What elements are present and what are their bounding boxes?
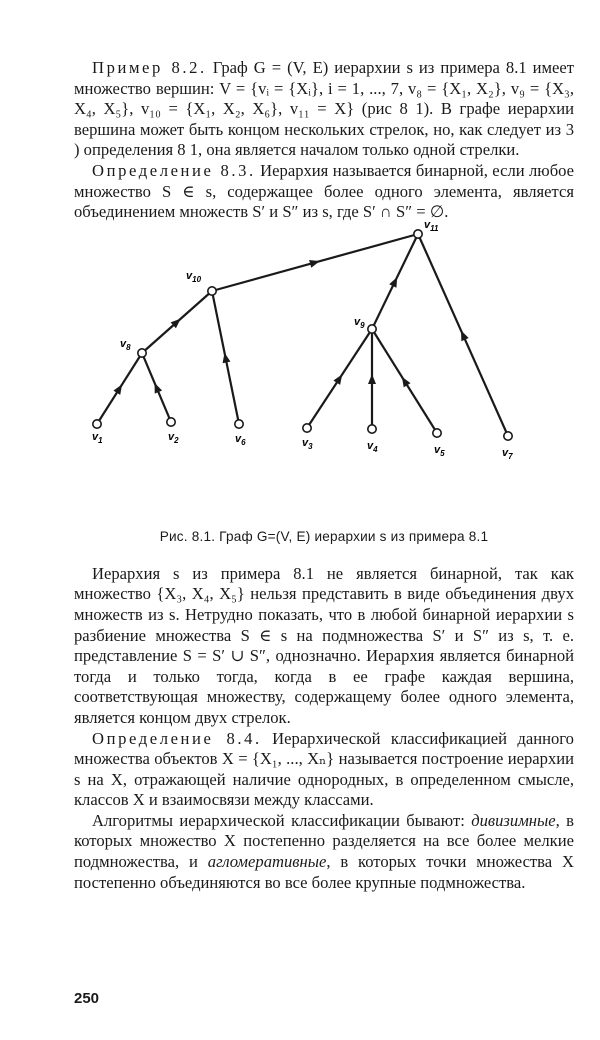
term-agglomerative: агломеративные bbox=[207, 852, 327, 872]
node-label-v10: $v_{10}$ bbox=[186, 269, 202, 284]
node-v7 bbox=[504, 432, 512, 440]
node-v2 bbox=[167, 418, 175, 426]
definition-8-3-paragraph bbox=[74, 161, 574, 223]
example-text: Граф G = (V, E) иерархии s из примера 8.1 имеет множество вершин: V = {vᵢ = {Xᵢ}, i = 1, ..., 7, v₈ = {X₁, X₂}, v₉ = {X₃, X₄, X₅}, v₁₀ = {X₁, X₂, X₆}, v₁₁ = X} (рис 8 1). В графе иерархии вершина может быть концом нескольких стрелок, но, как следует из 3 ) определения 8 1, она является началом только одной стрелки. bbox=[74, 58, 574, 160]
node-label-v3: $v_3$ bbox=[302, 436, 313, 451]
algorithms-text-a: Алгоритмы иерархической классификации бывают: bbox=[92, 810, 472, 830]
algorithms-paragraph bbox=[74, 811, 574, 893]
algorithms-text-c: , в которых точки множества X постепенно объединяются во все более крупные подмножества. bbox=[74, 852, 575, 892]
page-body bbox=[74, 58, 574, 893]
node-v1 bbox=[93, 420, 101, 428]
node-v5 bbox=[433, 429, 441, 437]
node-v9 bbox=[368, 325, 376, 333]
example-8-2-paragraph bbox=[74, 58, 574, 161]
node-label-v6: $v_6$ bbox=[235, 432, 246, 447]
arrow-v10-v11 bbox=[309, 260, 320, 268]
node-v3 bbox=[303, 424, 311, 432]
node-v11 bbox=[414, 230, 422, 238]
node-v8 bbox=[138, 349, 146, 357]
node-label-v7: $v_7$ bbox=[502, 446, 513, 461]
example-lead: Пример 8.2. bbox=[92, 58, 207, 77]
arrow-v2-v8 bbox=[155, 383, 163, 394]
arrow-v3-v9 bbox=[333, 374, 342, 385]
node-label-v1: $v_1$ bbox=[92, 430, 103, 445]
node-v4 bbox=[368, 425, 376, 433]
page-number: 250 bbox=[74, 990, 100, 1007]
definition-8-4-text: Иерархической классификацией данного множества объектов X = {X₁, ..., Xₙ} называется построение иерархии s на X, отражающей наличие однородных, в определенном смысле, классов X и взаимосвязи между классами. bbox=[74, 728, 574, 810]
arrow-v5-v9 bbox=[402, 377, 411, 388]
hierarchy-graph-figure bbox=[74, 218, 574, 529]
node-label-v5: $v_5$ bbox=[434, 443, 445, 458]
node-label-v9: $v_9$ bbox=[354, 315, 365, 330]
definition-lead: Определение 8.3. bbox=[92, 160, 256, 180]
arrow-v1-v8 bbox=[113, 384, 122, 395]
definition-8-4-lead: Определение 8.4. bbox=[92, 728, 262, 748]
hierarchy-graph bbox=[74, 218, 574, 529]
node-label-v4: $v_4$ bbox=[367, 439, 378, 454]
node-label-v8: $v_8$ bbox=[120, 337, 131, 352]
node-label-v11: $v_{11}$ bbox=[424, 218, 439, 233]
term-divisive: дивизимные bbox=[471, 810, 556, 830]
binary-remark-text: Иерархия s из примера 8.1 не является бинарной, так как множество {X₃, X₄, X₅} нельзя представить в виде объединения двух множеств из s. Нетрудно показать, что в любой бинарной иерархии s разбиение множества S ∈ s на подмножества S′ и S″ из s, т. е. представление S = S′ ∪ S″, однозначно. Иерархия является бинарной тогда и только тогда, когда в ее графе каждая вершина, соответствующая множеству, содержащему более одного элемента, является концом двух стрелок. bbox=[74, 563, 574, 727]
arrow-v9-v11 bbox=[389, 277, 397, 288]
definition-8-4-paragraph bbox=[74, 729, 574, 811]
figure-caption: Рис. 8.1. Граф G=(V, E) иерархии s из примера 8.1 bbox=[159, 528, 489, 544]
binary-remark-paragraph bbox=[74, 564, 574, 729]
arrow-v7-v11 bbox=[461, 330, 469, 341]
arrow-v4-v9 bbox=[368, 374, 376, 384]
node-v6 bbox=[235, 420, 243, 428]
algorithms-text-b: , в которых множество X постепенно разделяется на все более мелкие подмножества, и bbox=[74, 810, 574, 872]
node-v10 bbox=[208, 287, 216, 295]
definition-text: Иерархия называется бинарной, если любое множество S ∈ s, содержащее более одного элемента, является объединением множеств S′ и S″ из s, где S′ ∩ S″ = ∅. bbox=[74, 160, 574, 222]
node-label-v2: $v_2$ bbox=[168, 430, 179, 445]
